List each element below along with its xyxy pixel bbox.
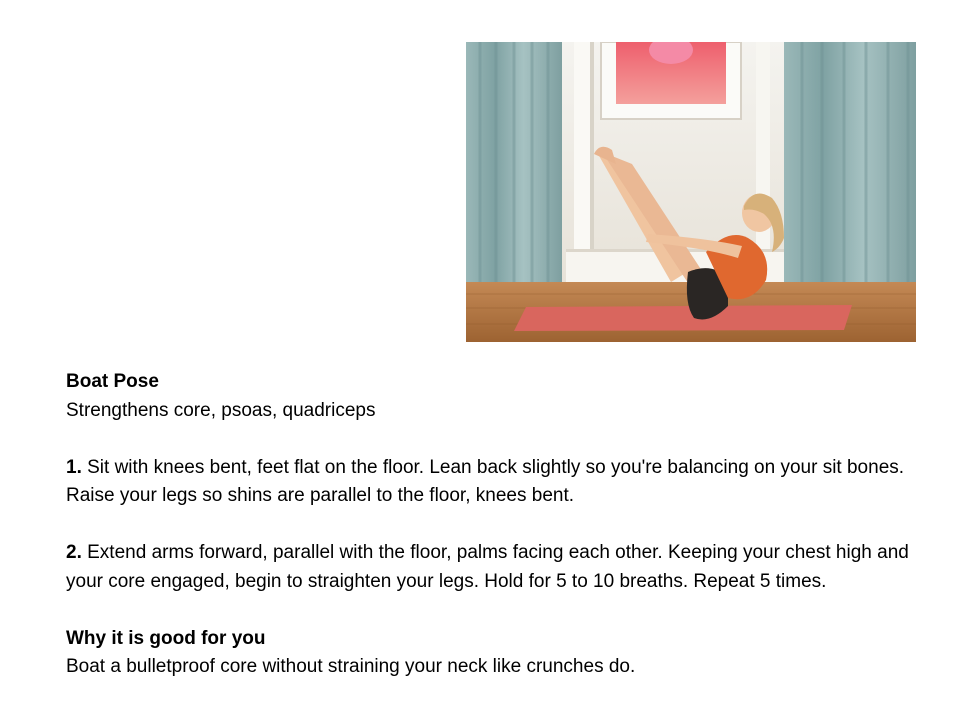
yoga-mat xyxy=(514,305,852,331)
boat-pose-illustration xyxy=(466,42,916,342)
step-1-text: Sit with knees bent, feet flat on the floor. Lean back slightly so you're balancing on your sit bones. Raise your legs so shins are parallel to the floor, knees bent. xyxy=(66,456,905,506)
wall-artwork xyxy=(601,42,741,119)
left-curtain xyxy=(466,42,562,290)
step-1-number: 1. xyxy=(66,456,82,478)
step-2-number: 2. xyxy=(66,542,82,563)
benefit-text: Boat a bulletproof core without straining your neck like crunches do. xyxy=(66,656,636,677)
step-1 xyxy=(66,454,926,511)
pose-subtitle: Strengthens core, psoas, quadriceps xyxy=(66,399,376,421)
spacer xyxy=(66,425,926,454)
pose-title: Boat Pose xyxy=(66,371,159,392)
boat-pose-photo xyxy=(466,42,916,342)
step-2-text: Extend arms forward, parallel with the floor, palms facing each other. Keeping your chest high and your core engaged, begin to straighten your legs. Hold for 5 to 10 breaths. Repeat 5 times. xyxy=(66,542,909,592)
right-curtain xyxy=(784,42,916,290)
pose-description xyxy=(66,368,926,682)
spacer xyxy=(66,596,926,625)
benefit-heading: Why it is good for you xyxy=(66,627,266,649)
spacer xyxy=(66,511,926,540)
step-2 xyxy=(66,539,926,596)
